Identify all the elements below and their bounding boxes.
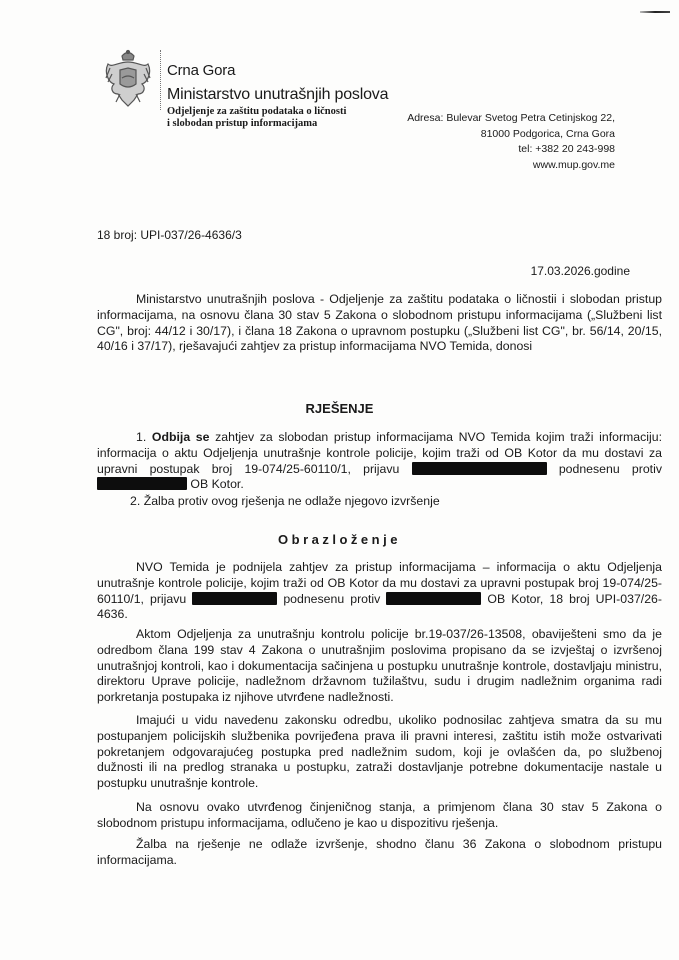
preamble-paragraph: Ministarstvo unutrašnjih poslova - Odjeljenje za zaštitu podataka o ličnostii i slobodan pristup informacijama, na osnovu člana 30 stav 5 Zakona o slobodnom pristupu informacijama („Službeni list CG", broj: 44/12 i 30/17), i člana 18 Zakona o upravnom postupku („Službeni list CG", br. 56/14, 20/15, 40/16 i 37/17), rješavajući zahtjev za pristup informacijama NVO Temida, donosi bbox=[97, 292, 662, 354]
item-2-number: 2. bbox=[130, 494, 141, 508]
redacted-name bbox=[97, 477, 187, 490]
item-1-text-b: podnesenu protiv bbox=[558, 461, 662, 476]
address-block bbox=[407, 111, 615, 173]
reasoning-title: Obrazloženje bbox=[278, 532, 401, 547]
decision-item-2 bbox=[97, 494, 679, 510]
reasoning-paragraph-3: Imajući u vidu navedenu zakonsku odredbu, ukoliko podnosilac zahtjeva smatra da su mu postupanjem policijskih službenika povrijeđena prava ili pravni interesi, zaštitu istih može ostvarivati pokretanjem odgovarajućeg postupka pred nadležnim sudom, koji je ovlašćen da, po službenoj dužnosti ili na predlog stranaka u postupku, zatraži dostavljanje potrebne dokumentacije nastale u postupku unutrašnje kontrole. bbox=[97, 713, 662, 791]
reasoning-p1-text-a: NVO Temida je podnijela zahtjev za pristup informacijama – informacija o aktu Odjeljenja unutrašnje kontrole policije, kojim traži od OB Kotor da mu dostavi za upravni postupak broj 19-074/25-60110/1, prijavu bbox=[97, 560, 662, 606]
reasoning-paragraph-2: Aktom Odjeljenja za unutrašnju kontrolu policije br.19-037/26-13508, obaviješteni smo da je odredbom člana 199 stav 4 Zakona o unutrašnjim poslovima propisano da se izvještaj o izvršenoj unutrašnjoj kontroli, kao i dokumentacija sačinjena u postupku unutrašnje kontrole, dostavljaju ministru, direktoru Uprave policije, nadležnom državnom tužilaštvu, sudu i drugim nadležnim organima radi porkretanja postupaka iz njihove utvrđene nadležnosti. bbox=[97, 627, 662, 705]
department-line-2: i slobodan pristup informacijama bbox=[167, 118, 318, 129]
address-website: www.mup.gov.me bbox=[532, 158, 615, 171]
address-street: Adresa: Bulevar Svetog Petra Cetinjskog 22, bbox=[407, 112, 615, 124]
reasoning-paragraph-4: Na osnovu ovako utvrđenog činjeničnog stanja, a primjenom člana 30 stav 5 Zakona o slobodnom pristupu informacijama, odlučeno je kao u dispozitivu rješenja. bbox=[97, 800, 662, 830]
redacted-name bbox=[412, 462, 547, 475]
country-name: Crna Gora bbox=[167, 62, 236, 79]
department-name bbox=[167, 106, 346, 130]
redacted-name bbox=[192, 592, 277, 605]
reasoning-paragraph-1 bbox=[97, 560, 662, 623]
reference-number: 18 broj: UPI-037/26-4636/3 bbox=[97, 228, 242, 242]
address-city: 81000 Podgorica, Crna Gora bbox=[480, 127, 615, 140]
document-date: 17.03.2026.godine bbox=[530, 264, 630, 278]
item-2-text: Žalba protiv ovog rješenja ne odlaže njegovo izvršenje bbox=[143, 494, 440, 508]
address-phone: tel: +382 20 243-998 bbox=[518, 143, 615, 155]
ministry-name: Ministarstvo unutrašnjih poslova bbox=[167, 86, 389, 103]
decision-item-1 bbox=[97, 430, 662, 493]
reasoning-p1-text-c: OB Kotor, 18 broj UPI-037/26-4636. bbox=[97, 591, 662, 622]
montenegro-coat-of-arms-icon bbox=[100, 48, 156, 110]
item-1-text-a: zahtjev za slobodan pristup informacijama NVO Temida kojim traži informaciju: informacija o aktu Odjeljenja unutrašnje kontrole policije, kojim traži od OB Kotor da mu dostavi za upravni postupak broj 19-074/25-60110/1, prijavu bbox=[97, 430, 663, 476]
reasoning-paragraph-5: Žalba na rješenje ne odlaže izvršenje, shodno članu 36 Zakona o slobodnom pristupu informacijama. bbox=[97, 837, 662, 867]
reasoning-p1-text-b: podnesenu protiv bbox=[283, 591, 381, 606]
scan-artifact-line bbox=[640, 11, 670, 13]
redacted-name bbox=[386, 592, 481, 605]
item-1-text-c: OB Kotor. bbox=[190, 477, 244, 492]
department-line-1: Odjeljenje za zaštitu podataka o ličnosti bbox=[167, 106, 347, 117]
decision-title: RJEŠENJE bbox=[305, 401, 374, 416]
header-divider bbox=[160, 50, 161, 110]
item-1-number: 1. bbox=[136, 430, 147, 444]
item-1-verdict: Odbija se bbox=[151, 430, 210, 444]
